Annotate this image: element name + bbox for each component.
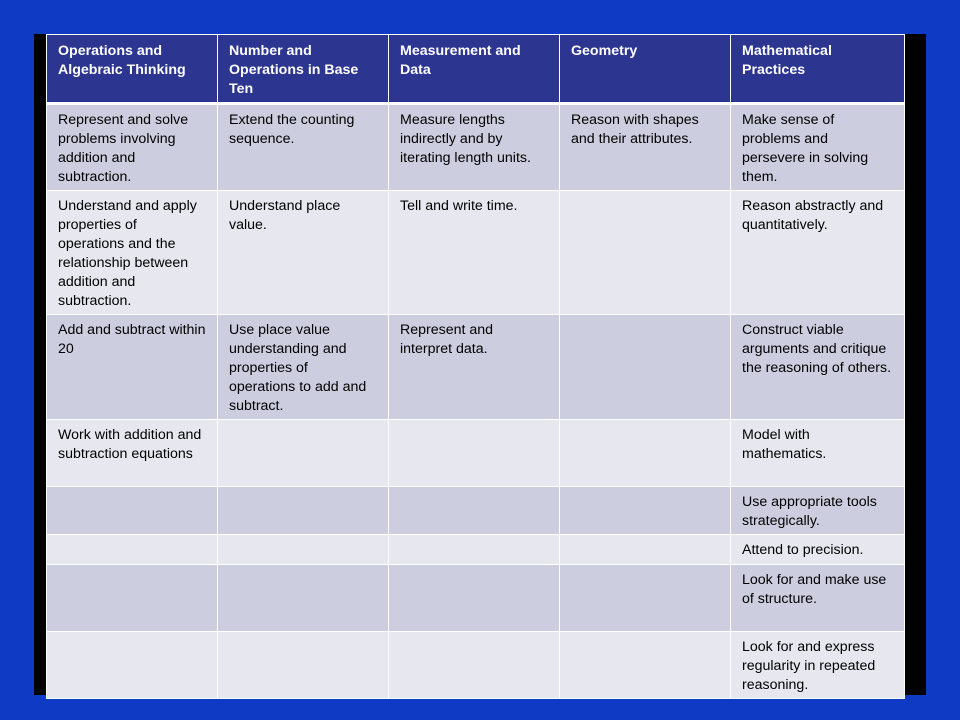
standards-table bbox=[46, 34, 905, 699]
table-cell bbox=[218, 565, 389, 632]
table-row bbox=[47, 191, 905, 315]
table-cell: Use appropriate tools strategically. bbox=[731, 487, 905, 535]
table-cell: Look for and make use of structure. bbox=[731, 565, 905, 632]
table-cell bbox=[218, 420, 389, 487]
table-cell bbox=[389, 487, 560, 535]
standards-table-container bbox=[46, 34, 904, 699]
table-cell: Model with mathematics. bbox=[731, 420, 905, 487]
header-number-operations-base-ten: Number and Operations in Base Ten bbox=[218, 35, 389, 104]
table-cell: Tell and write time. bbox=[389, 191, 560, 315]
table-cell bbox=[47, 632, 218, 699]
table-cell: Understand place value. bbox=[218, 191, 389, 315]
table-cell bbox=[560, 565, 731, 632]
table-cell bbox=[389, 632, 560, 699]
table-cell bbox=[218, 535, 389, 565]
table-cell bbox=[47, 535, 218, 565]
table-cell bbox=[47, 565, 218, 632]
table-cell: Work with addition and subtraction equations bbox=[47, 420, 218, 487]
table-cell: Extend the counting sequence. bbox=[218, 104, 389, 191]
table-row bbox=[47, 535, 905, 565]
header-operations-algebraic-thinking: Operations and Algebraic Thinking bbox=[47, 35, 218, 104]
table-cell: Reason abstractly and quantitatively. bbox=[731, 191, 905, 315]
table-row bbox=[47, 315, 905, 420]
table-cell: Construct viable arguments and critique the reasoning of others. bbox=[731, 315, 905, 420]
header-row bbox=[47, 35, 905, 104]
table-cell bbox=[218, 487, 389, 535]
header-mathematical-practices: Mathematical Practices bbox=[731, 35, 905, 104]
table-cell bbox=[218, 632, 389, 699]
header-measurement-data: Measurement and Data bbox=[389, 35, 560, 104]
table-cell bbox=[560, 535, 731, 565]
table-cell bbox=[560, 315, 731, 420]
table-cell: Reason with shapes and their attributes. bbox=[560, 104, 731, 191]
table-cell: Attend to precision. bbox=[731, 535, 905, 565]
table-cell: Add and subtract within 20 bbox=[47, 315, 218, 420]
table-row bbox=[47, 420, 905, 487]
table-cell: Understand and apply properties of operations and the relationship between addition and subtraction. bbox=[47, 191, 218, 315]
table-cell: Measure lengths indirectly and by iterating length units. bbox=[389, 104, 560, 191]
table-cell bbox=[560, 632, 731, 699]
table-cell: Use place value understanding and properties of operations to add and subtract. bbox=[218, 315, 389, 420]
table-cell: Make sense of problems and persevere in solving them. bbox=[731, 104, 905, 191]
table-cell bbox=[560, 487, 731, 535]
table-cell bbox=[560, 420, 731, 487]
table-cell: Represent and interpret data. bbox=[389, 315, 560, 420]
table-cell: Look for and express regularity in repeated reasoning. bbox=[731, 632, 905, 699]
table-cell bbox=[389, 565, 560, 632]
table-row bbox=[47, 104, 905, 191]
table-cell bbox=[389, 420, 560, 487]
table-cell bbox=[389, 535, 560, 565]
table-cell bbox=[47, 487, 218, 535]
table-cell: Represent and solve problems involving addition and subtraction. bbox=[47, 104, 218, 191]
table-row bbox=[47, 565, 905, 632]
table-row bbox=[47, 487, 905, 535]
header-geometry: Geometry bbox=[560, 35, 731, 104]
table-cell bbox=[560, 191, 731, 315]
table-row bbox=[47, 632, 905, 699]
